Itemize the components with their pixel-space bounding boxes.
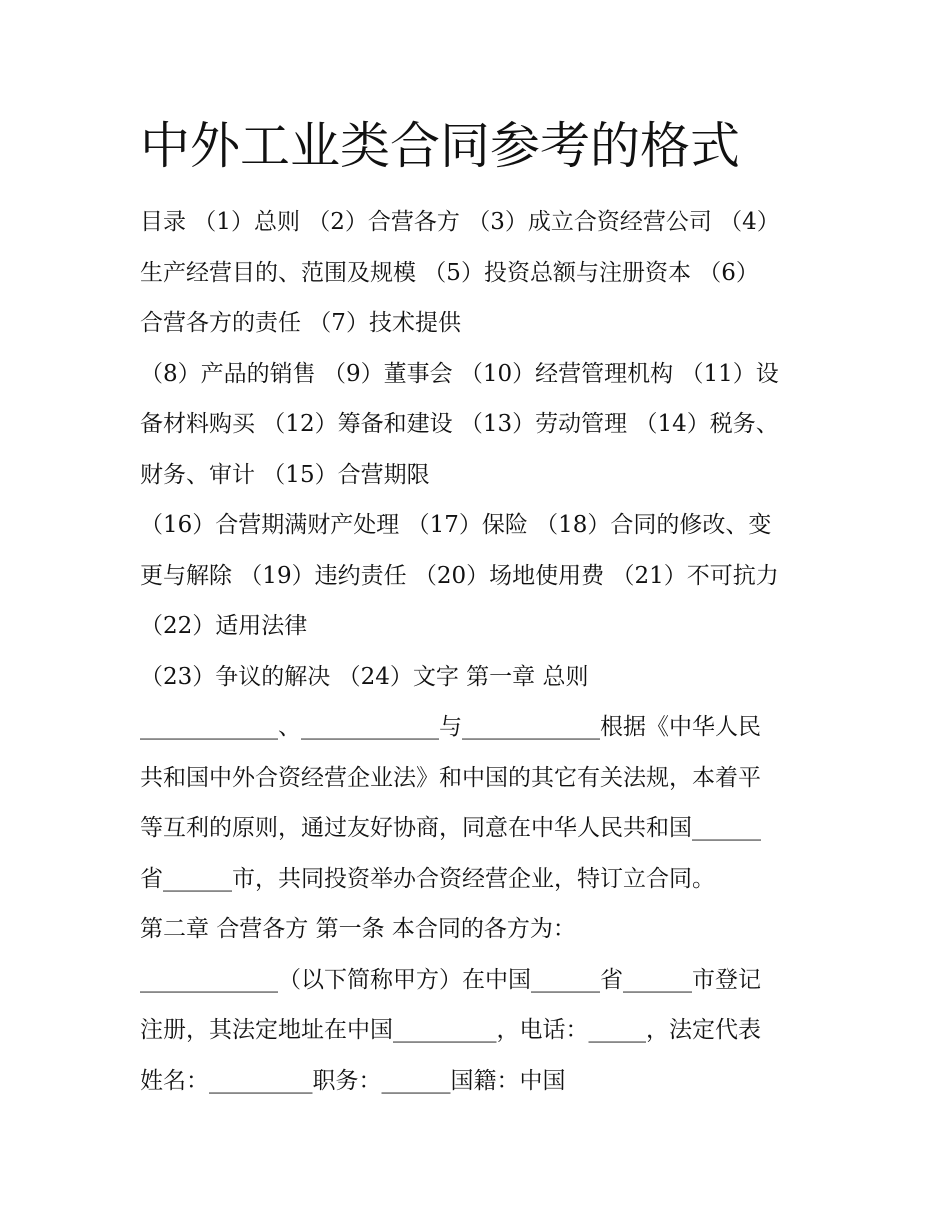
text-line: 财务、审计 （15）合营期限 xyxy=(140,461,430,488)
text-line: 合营各方的责任 （7）技术提供 xyxy=(140,310,461,336)
document-title: 中外工业类合同参考的格式 xyxy=(140,117,740,175)
text-line: （8）产品的销售 （9）董事会 （10）经营管理机构 （11）设 xyxy=(140,360,779,387)
document-body xyxy=(140,197,812,1106)
text-line: 目录 （1）总则 （2）合营各方 （3）成立合资经营公司 （4） xyxy=(140,209,780,235)
text-line: 姓名：_________职务：______国籍：中国 xyxy=(140,1067,566,1094)
text-line: 注册，其法定地址在中国_________，电话：_____，法定代表 xyxy=(140,1017,761,1043)
text-line: 生产经营目的、范围及规模 （5）投资总额与注册资本 （6） xyxy=(140,259,759,286)
text-line: 更与解除 （19）违约责任 （20）场地使用费 （21）不可抗力 xyxy=(140,562,779,589)
text-line: 共和国中外合资经营企业法》和中国的其它有关法规，本着平 xyxy=(140,764,761,791)
text-line: ____________（以下简称甲方）在中国______省______市登记 xyxy=(140,966,761,993)
text-line: 备材料购买 （12）筹备和建设 （13）劳动管理 （14）税务、 xyxy=(140,411,779,437)
text-line: （16）合营期满财产处理 （17）保险 （18）合同的修改、变 xyxy=(140,512,772,538)
text-line: 等互利的原则，通过友好协商，同意在中华人民共和国______ xyxy=(140,815,761,841)
text-line: 第二章 合营各方 第一条 本合同的各方为： xyxy=(140,916,576,942)
text-line: ____________、____________与____________根据《中华人民 xyxy=(140,714,761,740)
text-line: （23）争议的解决 （24）文字 第一章 总则 xyxy=(140,663,589,690)
text-line: 省______市，共同投资举办合资经营企业，特订立合同。 xyxy=(140,865,715,892)
text-line: （22）适用法律 xyxy=(140,613,308,639)
